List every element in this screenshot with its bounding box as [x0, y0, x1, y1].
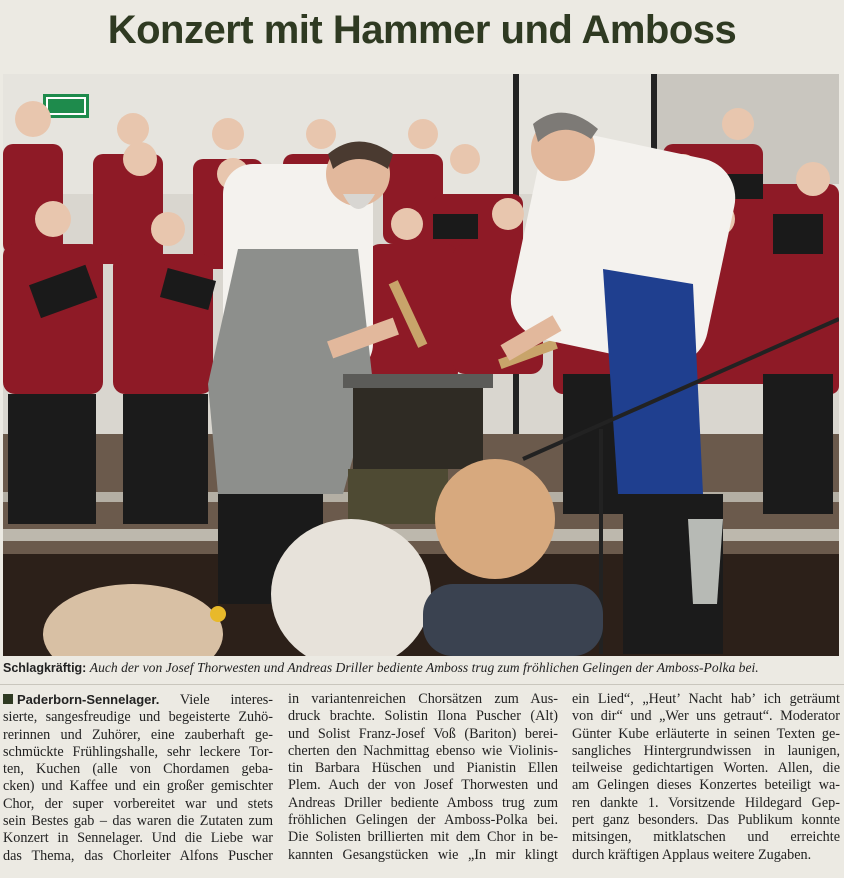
- article-line: Chor, der super vorbereitet war und stets: [3, 795, 273, 812]
- article-line: Andreas Driller bediente Amboss trug zum: [288, 794, 558, 811]
- article-line: Die Solisten brillierten mit dem Chor in be-: [288, 829, 558, 846]
- article-line: sangliches Hintergrundwissen in launigen,: [572, 742, 840, 759]
- article-line: ren dankte 1. Vorsitzende Hildegard Gep-: [572, 794, 840, 811]
- dateline: Paderborn-Sennelager.: [17, 692, 160, 707]
- bucket: [688, 519, 723, 604]
- article-column-1: [3, 691, 273, 865]
- article-line: durch kräftigen Applaus weitere Zugaben.: [572, 846, 812, 863]
- article-line: und Solist Franz-Josef Voß (Bariton) berei-: [288, 725, 558, 742]
- caption-kicker: Schlagkräftig:: [3, 661, 87, 675]
- article-line: cherten den Nachmittag ebenso wie Violinis-: [288, 742, 558, 759]
- article-line: cken) und Kaffee und ein großer gemischter: [3, 778, 273, 795]
- article-line: Plem. Auch der von Josef Thorwesten und: [288, 777, 558, 794]
- article-line: [3, 691, 273, 709]
- photo-illustration: [3, 74, 839, 656]
- caption-divider: [0, 684, 844, 685]
- photo-caption: [3, 660, 839, 676]
- article-line: sein Bestes gab – das waren die Zutaten zum: [3, 813, 273, 830]
- article-line: mitsingen, mitklatschen und erreichte: [572, 829, 840, 846]
- article-line: ein Lied“, „Heut’ Nacht hab’ ich geträumt: [572, 691, 840, 707]
- article-column-2: [288, 691, 558, 864]
- article-line: das Thema, das Chorleiter Alfons Puscher: [3, 847, 273, 864]
- article-line: Günter Kube erläuterte in seinen Texten ge-: [572, 725, 840, 742]
- concert-photo: [3, 74, 839, 656]
- article-line: schmückte Frühlingshalle, sehr leckere Tor-: [3, 743, 273, 760]
- article-line: fröhlichen Gelingen der Amboss-Polka bei.: [288, 812, 558, 829]
- article-line: Konzert in Sennelager. Und die Liebe war: [3, 830, 273, 847]
- headline: Konzert mit Hammer und Amboss: [107, 8, 737, 52]
- article-line: teilweise gedichtartigen Worten. Allen, die: [572, 760, 840, 777]
- bullet-square-icon: [3, 694, 13, 704]
- article-column-3: [572, 691, 840, 864]
- article-line-text: Viele interes-: [159, 692, 273, 708]
- article-line: kannten Gesangstücken wie „In mir klingt: [288, 846, 558, 863]
- article-line: rerinnen und Zuhörer, eine zauberhaft ge-: [3, 726, 273, 743]
- article-line: ten, Kuchen (alle von Chordamen geba-: [3, 761, 273, 778]
- article-line: sierte, sangesfreudige und begeisterte Zuhö-: [3, 709, 273, 726]
- article-line: pert ganz besonders. Das Publikum konnte: [572, 812, 840, 829]
- article-line: am Gelingen dieses Konzertes beteiligt wa-: [572, 777, 840, 794]
- article-line: von dir“ und „Wer uns getraut“. Moderator: [572, 708, 840, 725]
- article-line: in variantenreichen Chorsätzen zum Aus-: [288, 691, 558, 707]
- article-line: druck brachte. Solistin Ilona Puscher (Alt): [288, 708, 558, 725]
- article-line: tin Barbara Hüschen und Pianistin Ellen: [288, 760, 558, 777]
- caption-text: Auch der von Josef Thorwesten und Andreas Driller bediente Amboss trug zum fröhlichen Gelingen der Amboss-Polka bei.: [89, 660, 759, 675]
